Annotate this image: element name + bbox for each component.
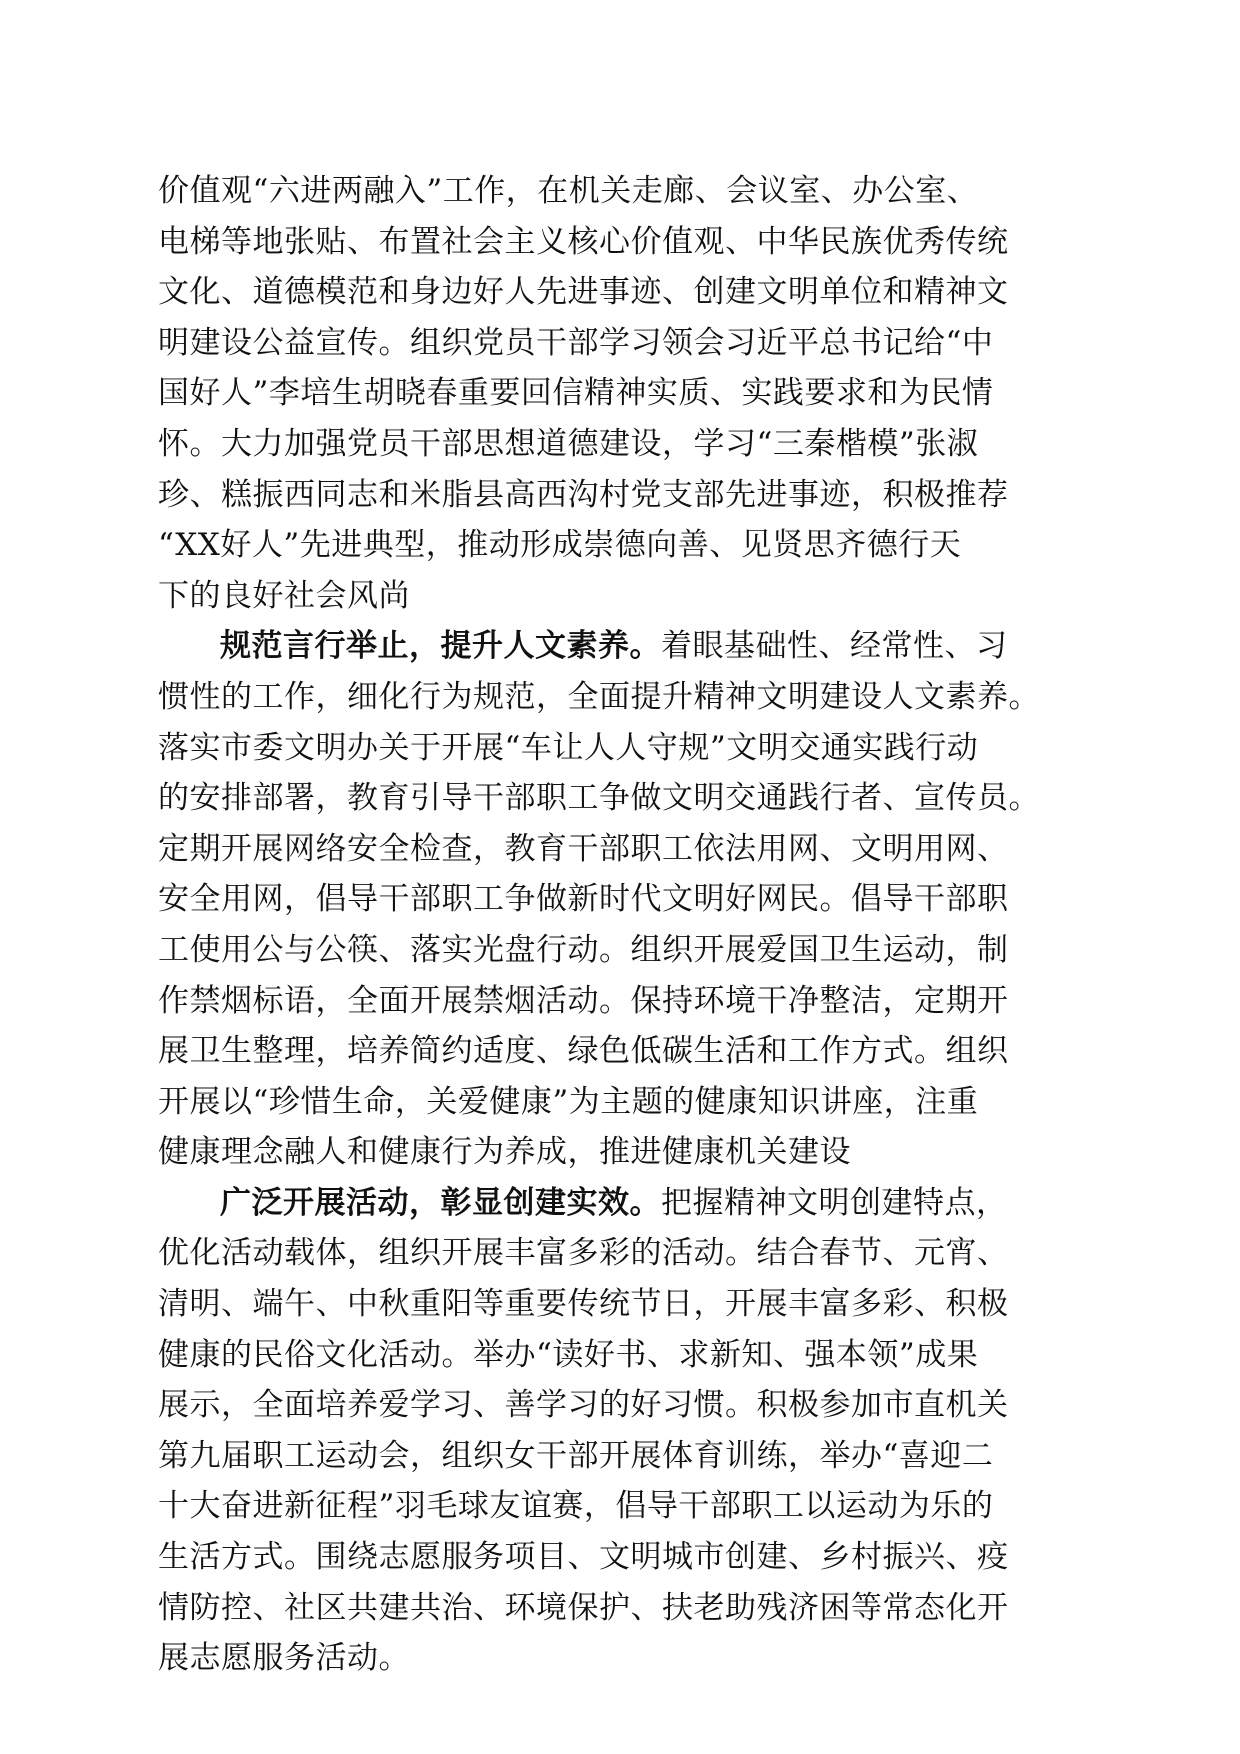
paragraph-first-line	[158, 1178, 1078, 1229]
paragraph-heading: 广泛开展活动，彰显创建实效。	[220, 1184, 661, 1221]
text-line: 情防控、社区共建共治、环境保护、扶老助残济困等常态化开	[158, 1589, 1009, 1626]
paragraph-heading: 规范言行举止，提升人文素养。	[220, 628, 661, 665]
text-line: 优化活动载体，组织开展丰富多彩的活动。结合春节、元宵、	[158, 1235, 1009, 1272]
text-line: 惯性的工作，细化行为规范，全面提升精神文明建设人文素养。	[158, 678, 1040, 715]
text-line: 明建设公益宣传。组织党员干部学习领会习近平总书记给“中	[158, 324, 994, 361]
text-line: 清明、端午、中秋重阳等重要传统节日，开展丰富多彩、积极	[158, 1286, 1009, 1323]
text-line: 展示，全面培养爱学习、善学习的好习惯。积极参加市直机关	[158, 1387, 1009, 1424]
text-line: 电梯等地张贴、布置社会主义核心价值观、中华民族优秀传统	[158, 223, 1009, 260]
text-line: 作禁烟标语，全面开展禁烟活动。保持环境干净整洁，定期开	[158, 982, 1009, 1019]
text-line: 健康理念融人和健康行为养成，推进健康机关建设	[158, 1134, 851, 1171]
text-line: 价值观“六进两融入”工作，在机关走廊、会议室、办公室、	[158, 173, 979, 209]
text-fragment: 把握精神文明创建特点，	[661, 1184, 1008, 1221]
text-line: 文化、道德模范和身边好人先进事迹、创建文明单位和精神文	[158, 274, 1009, 311]
text-line: 定期开展网络安全检查，教育干部职工依法用网、文明用网、	[158, 830, 1009, 867]
text-line: 落实市委文明办关于开展“车让人人守规”文明交通实践行动	[158, 729, 979, 766]
text-line: 第九届职工运动会，组织女干部开展体育训练，举办“喜迎二	[158, 1437, 994, 1474]
paragraph-values-promotion	[158, 166, 1078, 621]
text-line: 展卫生整理，培养简约适度、绿色低碳生活和工作方式。组织	[158, 1033, 1009, 1070]
paragraph-first-line	[158, 621, 1078, 672]
text-line: 十大奋进新征程”羽毛球友谊赛，倡导干部职工以运动为乐的	[158, 1488, 994, 1525]
text-line: 健康的民俗文化活动。举办“读好书、求新知、强本领”成果	[158, 1336, 979, 1373]
text-line: 国好人”李培生胡晓春重要回信精神实质、实践要求和为民情	[158, 375, 994, 412]
document-page	[158, 166, 1078, 1684]
paragraph-conduct-norms	[158, 621, 1078, 1178]
text-line: 工使用公与公筷、落实光盘行动。组织开展爱国卫生运动，制	[158, 931, 1009, 968]
text-line: 下的良好社会风尚	[158, 577, 410, 614]
text-fragment: 着眼基础性、经常性、习	[661, 628, 1008, 665]
text-line: “XX好人”先进典型，推动形成崇德向善、见贤思齐德行天	[158, 527, 962, 564]
text-line: 的安排部署，教育引导干部职工争做文明交通践行者、宣传员。	[158, 780, 1040, 817]
text-line: 珍、糕振西同志和米脂县高西沟村党支部先进事迹，积极推荐	[158, 476, 1009, 513]
text-line: 生活方式。围绕志愿服务项目、文明城市创建、乡村振兴、疫	[158, 1539, 1009, 1576]
paragraph-activities	[158, 1178, 1078, 1684]
text-line: 展志愿服务活动。	[158, 1640, 410, 1677]
text-line: 开展以“珍惜生命，关爱健康”为主题的健康知识讲座，注重	[158, 1083, 979, 1120]
text-line: 安全用网，倡导干部职工争做新时代文明好网民。倡导干部职	[158, 881, 1009, 918]
text-line: 怀。大力加强党员干部思想道德建设，学习“三秦楷模”张淑	[158, 425, 979, 462]
